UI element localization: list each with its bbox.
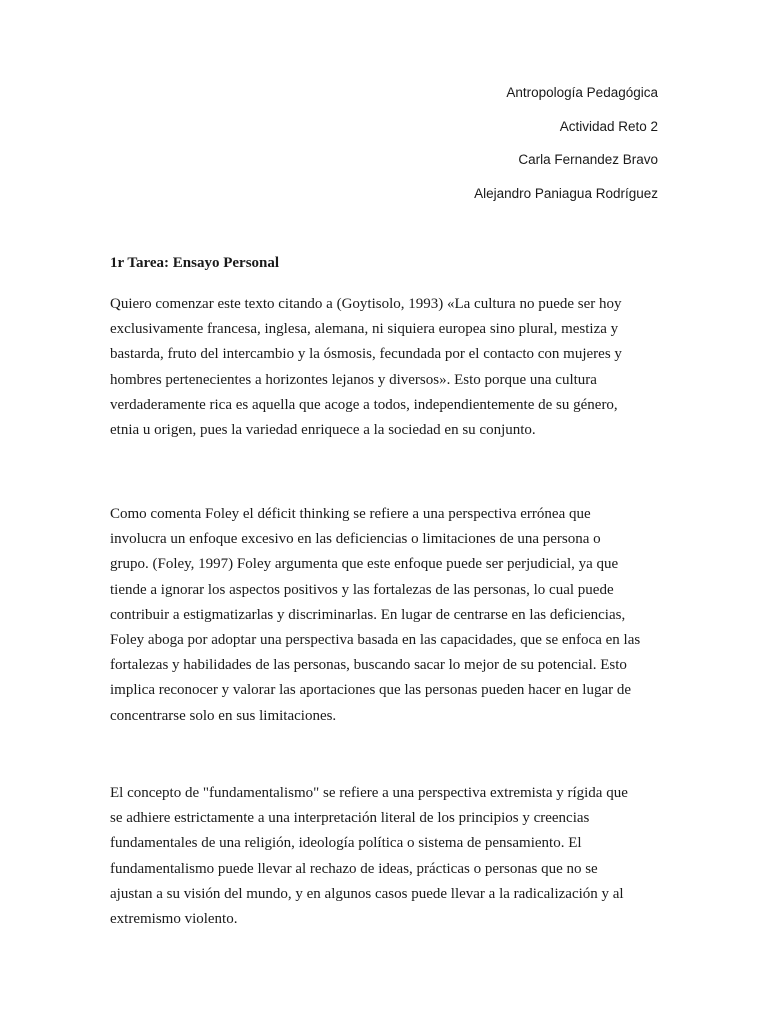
author-name: Alejandro Paniagua Rodríguez (474, 186, 658, 201)
text-line: fundamentales de una religión, ideología política o sistema de pensamiento. El (110, 835, 582, 852)
text-line: implica reconocer y valorar las aportaciones que las personas pueden hacer en lugar de (110, 682, 632, 699)
author-name: Carla Fernandez Bravo (518, 152, 658, 167)
text-line: El concepto de "fundamentalismo" se refiere a una perspectiva extremista y rígida que (110, 785, 628, 801)
text-line: se adhiere estrictamente a una interpretación literal de los principios y creencias (110, 810, 590, 827)
text-line: extremismo violento. (110, 911, 238, 928)
text-line: involucra un enfoque excesivo en las deficiencias o limitaciones de una persona o (110, 531, 601, 548)
text-line: Como comenta Foley el déficit thinking se refiere a una perspectiva errónea que (110, 506, 591, 522)
activity-name: Actividad Reto 2 (559, 119, 658, 134)
text-line: tiende a ignorar los aspectos positivos y las fortalezas de las personas, lo cual puede (110, 581, 614, 598)
text-line: fortalezas y habilidades de las personas, buscando sacar lo mejor de su potencial. Esto (110, 657, 627, 674)
text-line: contribuir a estigmatizarlas y discriminarlas. En lugar de centrarse en las deficiencias, (110, 606, 626, 623)
text-line: ajustan a su visión del mundo, y en algunos casos puede llevar a la radicalización y al (110, 885, 624, 902)
body-paragraph (110, 781, 628, 932)
text-line: verdaderamente rica es aquella que acoge a todos, independientemente de su género, (110, 396, 618, 413)
text-line: etnia u origen, pues la variedad enriquece a la sociedad en su conjunto. (110, 422, 536, 439)
course-name: Antropología Pedagógica (506, 85, 658, 100)
section-title: 1r Tarea: Ensayo Personal (110, 255, 280, 271)
body-paragraph (110, 502, 640, 729)
text-line: Foley aboga por adoptar una perspectiva basada en las capacidades, que se enfoca en las (110, 632, 641, 649)
text-line: fundamentalismo puede llevar al rechazo de ideas, prácticas o personas que no se (110, 860, 598, 877)
body-paragraph (110, 292, 622, 443)
text-line: grupo. (Foley, 1997) Foley argumenta que este enfoque puede ser perjudicial, ya que (110, 556, 619, 573)
text-line: hombres pertenecientes a horizontes lejanos y diversos». Esto porque una cultura (110, 371, 597, 388)
text-line: Quiero comenzar este texto citando a (Goytisolo, 1993) «La cultura no puede ser hoy (110, 296, 622, 312)
text-line: bastarda, fruto del intercambio y la ósmosis, fecundada por el contacto con mujeres y (110, 346, 622, 363)
text-line: concentrarse solo en sus limitaciones. (110, 707, 337, 724)
text-line: exclusivamente francesa, inglesa, alemana, ni siquiera europea sino plural, mestiza y (110, 321, 619, 338)
